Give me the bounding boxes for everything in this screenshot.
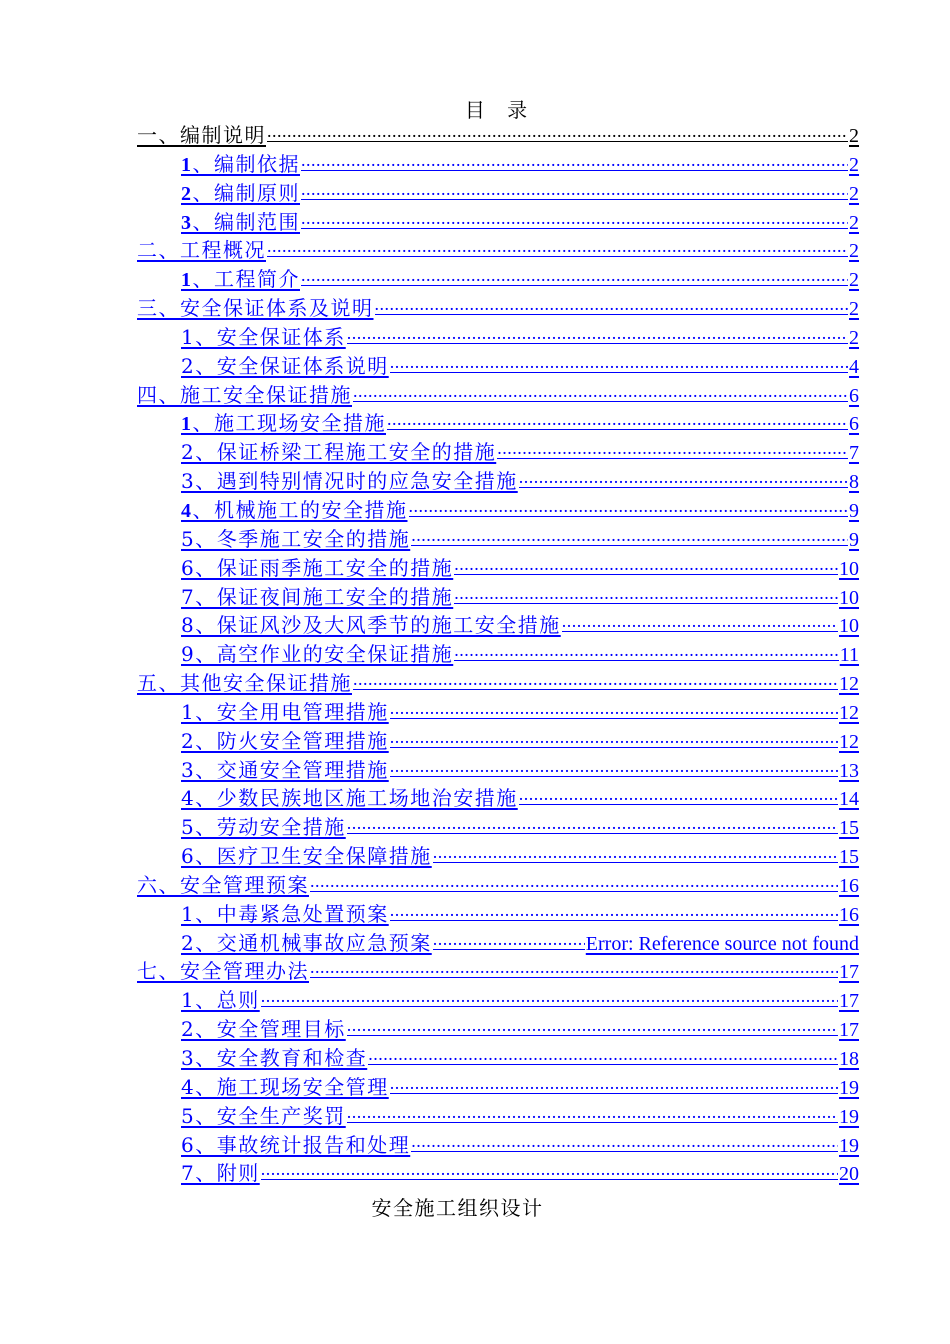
toc-entry-text: 、施工现场安全措施 [192,411,386,436]
toc-entry[interactable] [137,611,859,640]
dot-leader [390,727,838,748]
table-of-contents [137,121,859,1188]
toc-entry-page: 8 [849,471,859,494]
toc-entry-text: 7、保证夜间施工安全的措施 [181,584,454,609]
toc-entry-page: 16 [839,874,859,897]
dot-leader [390,698,838,719]
toc-entry-page: 11 [839,644,859,667]
toc-entry-text: 4、少数民族地区施工场地治安措施 [181,786,518,811]
toc-entry[interactable] [137,813,859,842]
toc-entry-text: 、编制依据 [192,151,300,176]
toc-entry-text: 、编制原则 [192,180,300,205]
dot-leader [261,986,838,1007]
toc-entry-page: 18 [839,1048,859,1070]
toc-entry-text: 9、高空作业的安全保证措施 [181,642,454,667]
dot-leader [368,1044,838,1065]
toc-entry[interactable] [137,208,859,237]
toc-entry-page: 7 [849,442,859,465]
toc-entry-title [181,842,432,871]
dot-leader [347,1102,838,1123]
toc-entry-title [181,1044,367,1073]
toc-entry-page: 10 [839,557,859,580]
toc-title: 目 录 [464,98,536,122]
dot-leader [301,179,848,200]
dot-leader [409,496,849,517]
toc-entry-page: 15 [839,817,859,840]
toc-entry-page: 19 [839,1134,859,1157]
toc-entry-text: 1、中毒紧急处置预案 [181,901,389,926]
toc-entry-title [181,1131,410,1160]
toc-entry-text: 5、冬季施工安全的措施 [181,526,411,551]
toc-entry-number: 2 [181,182,193,205]
toc-entry-title [181,1159,260,1188]
toc-entry-text: 5、劳动安全措施 [181,815,346,840]
dot-leader [301,150,848,171]
toc-entry-text: 2、交通机械事故应急预案 [181,930,432,955]
toc-entry-title [181,265,300,295]
dot-leader [347,323,848,344]
toc-entry[interactable] [137,352,859,381]
toc-entry-title [181,900,389,929]
toc-entry-text: 1、总则 [181,988,260,1013]
toc-entry[interactable] [137,842,859,871]
toc-entry-title [181,640,453,669]
toc-entry[interactable] [137,525,859,554]
toc-entry-text: 6、保证雨季施工安全的措施 [181,555,454,580]
toc-entry[interactable] [137,929,859,958]
toc-entry-page: 9 [849,528,859,551]
toc-entry-page: 2 [849,125,859,147]
toc-entry-title [181,1073,389,1102]
dot-leader [301,208,848,229]
toc-entry-page: 16 [839,903,859,926]
toc-entry-text: 七、安全管理办法 [137,959,309,984]
toc-entry-page: 4 [849,355,859,378]
toc-entry[interactable] [137,871,859,900]
dot-leader [454,554,838,575]
toc-entry[interactable] [137,1044,859,1073]
toc-entry-text: 6、医疗卫生安全保障措施 [181,844,432,869]
dot-leader [433,929,585,950]
toc-entry[interactable] [137,957,859,986]
toc-entry-page: 20 [839,1163,859,1186]
toc-entry-number: 3 [181,211,193,234]
toc-entry-page: 10 [839,615,859,638]
toc-entry-page: 15 [839,846,859,869]
toc-entry[interactable] [137,438,859,467]
dot-leader [353,669,838,690]
toc-entry-title [181,698,389,727]
toc-entry-page: 2 [849,182,859,205]
toc-entry-text: 2、安全管理目标 [181,1017,346,1042]
toc-entry[interactable] [137,986,859,1015]
toc-entry[interactable] [137,1073,859,1102]
toc-entry-title [181,583,453,612]
toc-entry-text: 3、交通安全管理措施 [181,757,389,782]
toc-entry-title [181,784,518,813]
toc-entry-title [181,438,496,467]
toc-entry-page: 17 [839,990,859,1013]
toc-entry-title [181,554,453,583]
toc-entry-text: 四、施工安全保证措施 [137,382,352,407]
document-title: 安全施工组织设计 [371,1196,544,1220]
toc-entry-page: 9 [849,499,859,522]
dot-leader [454,583,838,604]
toc-entry-text: 5、安全生产奖罚 [181,1103,346,1128]
dot-leader [375,294,849,315]
dot-leader [347,1015,838,1036]
dot-leader [261,1159,838,1180]
toc-entry[interactable] [137,294,859,323]
toc-entry-title [137,121,266,150]
toc-entry[interactable] [137,496,859,525]
toc-entry-title [137,294,374,323]
toc-entry-title [181,352,389,381]
toc-entry-page: 6 [849,413,859,436]
dot-leader [390,1073,838,1094]
dot-leader [411,1131,838,1152]
toc-entry-title [137,236,266,265]
toc-entry-title [181,813,346,842]
toc-entry[interactable] [137,669,859,698]
toc-entry-text: 8、保证风沙及大风季节的施工安全措施 [181,613,561,638]
dot-leader [390,756,838,777]
toc-entry[interactable] [137,1131,859,1160]
toc-entry-number: 1 [181,153,193,176]
toc-entry[interactable] [137,554,859,583]
toc-entry-title [181,611,561,640]
toc-entry[interactable] [137,640,859,669]
toc-entry[interactable] [137,756,859,785]
toc-entry[interactable] [137,1102,859,1131]
toc-entry-text: 、编制范围 [192,209,300,234]
toc-entry-text: 、工程简介 [192,267,300,292]
toc-entry-text: 2、防火安全管理措施 [181,728,389,753]
toc-entry-title [137,381,352,410]
toc-entry[interactable] [137,727,859,756]
dot-leader [310,871,838,892]
toc-entry-page: 2 [849,298,859,321]
toc-entry-title [137,871,309,900]
toc-entry-title [181,150,300,180]
toc-entry-page: Error: Reference source not found [585,932,859,955]
dot-leader [433,842,838,863]
toc-entry-title [181,525,410,554]
toc-entry-title [181,929,432,958]
toc-entry[interactable] [137,265,859,294]
toc-entry-text: 7、附则 [181,1161,260,1186]
toc-entry-text: 二、工程概况 [137,238,266,263]
toc-entry-page: 2 [849,326,859,349]
toc-entry[interactable] [137,1015,859,1044]
toc-entry-page: 12 [839,730,859,753]
toc-entry[interactable] [137,323,859,352]
toc-entry-page: 13 [839,759,859,782]
toc-entry-text: 4、施工现场安全管理 [181,1074,389,1099]
toc-entry[interactable] [137,409,859,438]
toc-entry-text: 2、安全保证体系说明 [181,353,389,378]
toc-entry-page: 6 [849,384,859,407]
toc-entry-title [181,179,300,209]
dot-leader [519,467,848,488]
dot-leader [310,957,838,978]
toc-entry-text: 六、安全管理预案 [137,872,309,897]
toc-entry[interactable] [137,121,859,150]
toc-entry[interactable] [137,150,859,179]
toc-entry-number: 1 [181,413,193,436]
toc-entry-page: 2 [849,211,859,234]
toc-entry-text: 2、保证桥梁工程施工安全的措施 [181,440,497,465]
toc-entry-title [181,323,346,352]
toc-entry-page: 19 [839,1105,859,1128]
toc-entry-text: 6、事故统计报告和处理 [181,1132,411,1157]
toc-entry-title [137,669,352,698]
toc-entry-title [137,957,309,986]
dot-leader [411,525,848,546]
dot-leader [497,438,848,459]
toc-entry-page: 19 [839,1076,859,1099]
toc-entry[interactable] [137,900,859,929]
toc-entry-number: 4 [181,499,193,522]
dot-leader [347,813,838,834]
toc-entry-text: 3、安全教育和检查 [181,1046,368,1070]
toc-entry[interactable] [137,784,859,813]
toc-entry[interactable] [137,1159,859,1188]
toc-entry-title [181,1015,346,1044]
dot-leader [353,381,848,402]
dot-leader [301,265,848,286]
toc-entry-number: 1 [181,269,193,292]
toc-entry-text: 五、其他安全保证措施 [137,671,352,696]
toc-entry[interactable] [137,698,859,727]
toc-entry-page: 2 [849,153,859,176]
toc-entry-page: 17 [839,1019,859,1042]
toc-entry[interactable] [137,236,859,265]
dot-leader [387,409,848,430]
dot-leader [267,121,848,142]
toc-entry-title [181,208,300,238]
toc-entry-title [181,756,389,785]
toc-entry-page: 12 [839,701,859,724]
toc-entry-text: 1、安全保证体系 [181,324,346,349]
toc-entry-title [181,986,260,1015]
dot-leader [390,352,848,373]
toc-entry-text: 3、遇到特别情况时的应急安全措施 [181,469,518,494]
toc-entry[interactable] [137,467,859,496]
toc-entry-text: 1、安全用电管理措施 [181,699,389,724]
toc-entry[interactable] [137,381,859,410]
dot-leader [267,236,848,257]
toc-entry-text: 、机械施工的安全措施 [192,497,408,522]
toc-entry-title [181,1102,346,1131]
toc-entry-title [181,467,518,496]
toc-entry-title [181,409,386,439]
toc-entry-title [181,496,408,526]
dot-leader [519,784,838,805]
toc-entry-page: 14 [839,788,859,811]
dot-leader [390,900,838,921]
toc-entry-text: 三、安全保证体系及说明 [137,296,374,321]
dot-leader [562,611,838,632]
toc-entry-text: 一、编制说明 [137,123,266,147]
toc-entry-page: 10 [839,586,859,609]
toc-entry[interactable] [137,583,859,612]
toc-entry-page: 2 [849,269,859,292]
toc-entry-title [181,727,389,756]
toc-entry-page: 17 [839,961,859,984]
toc-entry[interactable] [137,179,859,208]
toc-entry-page: 2 [849,240,859,263]
dot-leader [454,640,839,661]
toc-entry-page: 12 [839,673,859,696]
